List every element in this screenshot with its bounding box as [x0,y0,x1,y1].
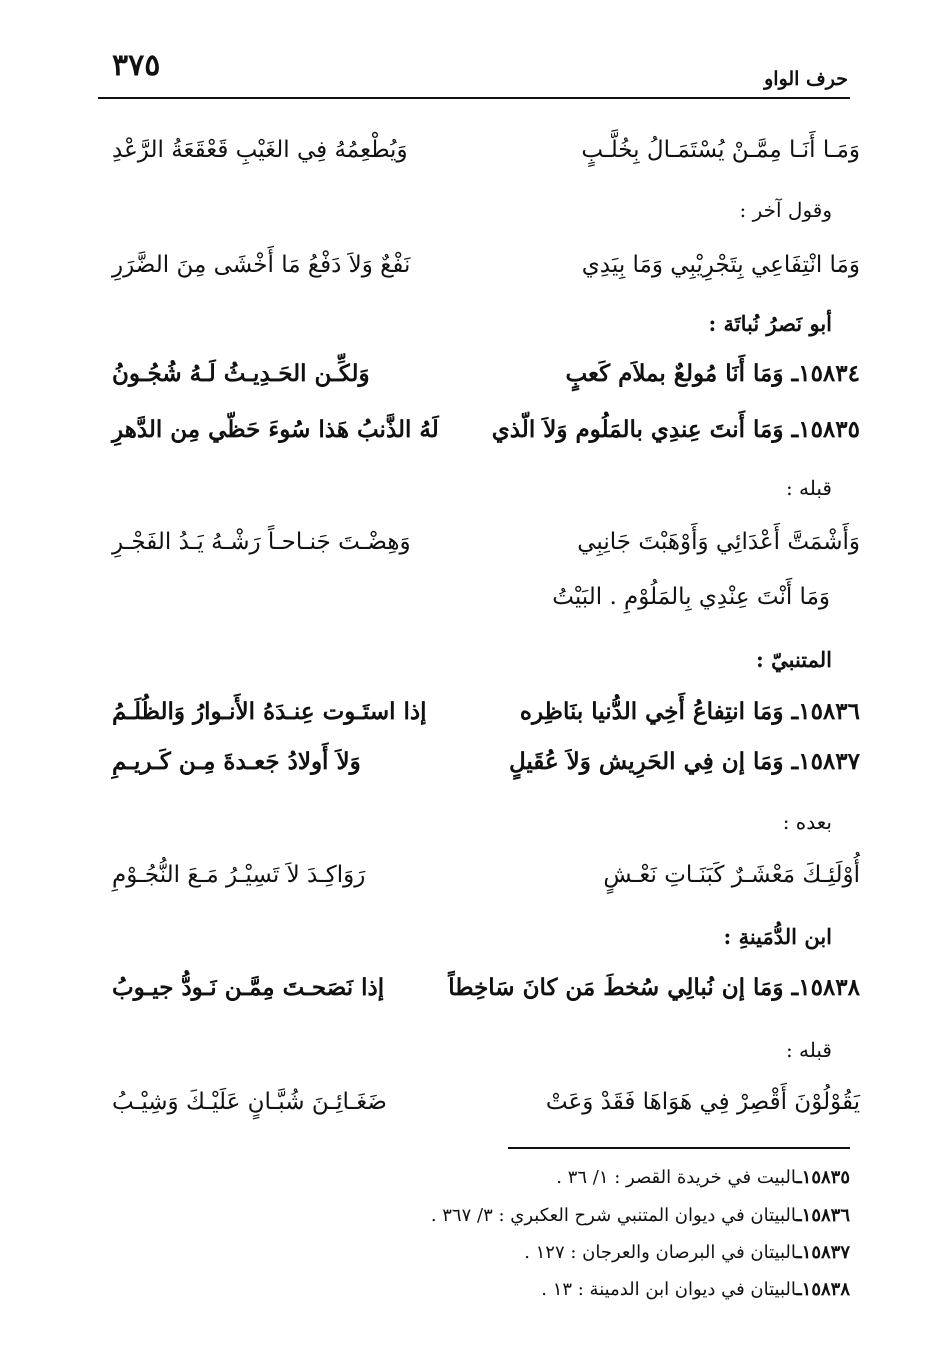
verse-second-hemistich: وَهِضْـتَ جَنـاحـاً رَشْـهُ يَـدُ الفَجْـرِ [112,529,411,555]
verse-line [112,352,860,396]
verse-first-hemistich: يَقُوْلُوْنَ أَقْصِرْ فِي هَوَاهَا فَقَدْ وَعَتْ [545,1089,860,1115]
verse-second-hemistich: وَلاَ أَولادُ جَعـدةَ مِـن كَـريـمِ [112,748,361,775]
footnote-number: ١٥٨٣٦ـ [796,1205,850,1226]
verse-second-hemistich: ضَغَـائِـنَ شُبَّـانٍ عَلَيْـكَ وَشِيْـبُ [112,1089,387,1115]
verse-second-hemistich: إذا استَـوت عِنـدَهُ الأَنـوارُ وَالظُلَـمُ [112,698,427,725]
verse-second-hemistich: نَفْعٌ وَلاَ دَفْعُ مَا أَخْشَى مِنَ الضَّرَرِ [112,252,411,278]
footnote-number: ١٥٨٣٥ـ [796,1167,850,1188]
verse-first-hemistich: وَمَا انْتِفَاعِي بِتَجْرِيْبِي وَمَا بِيَدِي [581,252,860,278]
verse-second-hemistich: وَلكِّـن الحَـدِيـثُ لَـهُ شُجُـونُ [112,360,370,387]
verse-first-hemistich: ١٥٨٣٥ـ وَمَا أَنتَ عِندِي بالمَلُوم وَلاَ الّذي [491,416,860,443]
footnote-text: البيتان في البرصان والعرجان : ١٢٧ . [524,1242,797,1263]
footnote [541,1279,850,1300]
poet-name: المتنبيّ : [756,647,832,672]
context-label: قبله : [785,476,832,500]
footnote-number: ١٥٨٣٧ـ [796,1242,850,1263]
footnote [556,1167,850,1188]
poet-name: أبو نَصرُ نُباتَة : [708,311,832,336]
verse-quotation: وَمَا أَنْتَ عِنْدِي بِالمَلُوْمِ . البَيْتُ [552,584,830,610]
verse-first-hemistich: ١٥٨٣٦ـ وَمَا انتِفاعُ أَخِي الدُّنيا بنَاظِره [519,698,860,725]
verse-line [112,408,860,452]
context-label: بعده : [782,810,832,834]
verse-line [112,1080,860,1124]
context-label: قبله : [785,1038,832,1062]
footnote-number: ١٥٨٣٨ـ [796,1279,850,1300]
verse-line [112,966,860,1010]
footnote-rule [508,1147,850,1149]
footnote-text: البيتان في ديوان ابن الدمينة : ١٣ . [541,1279,797,1300]
verse-first-hemistich: ١٥٨٣٤ـ وَمَا أَنَا مُولعٌ بملاَم كَعبٍ [565,360,860,387]
verse-line [112,128,860,172]
verse-line [112,690,860,734]
verse-second-hemistich: إذا نَصَحـتَ مِمَّـن نَـودُّ جيـوبُ [112,974,385,1001]
verse-first-hemistich: ١٥٨٣٧ـ وَمَا إن فِي الحَرِيش وَلاَ عُقَيلٍ [508,748,860,775]
footnote-text: البيت في خريدة القصر : ١/ ٣٦ . [556,1167,797,1188]
verse-line [112,853,860,897]
verse-line [112,520,860,564]
page-number: ٣٧٥ [112,48,161,83]
verse-first-hemistich: أُوْلَئِـكَ مَعْشَـرٌ كَبَنَـاتِ نَعْـشٍ [603,862,860,888]
verse-line [112,740,860,784]
running-title: حرف الواو [764,68,848,90]
verse-first-hemistich: وَأَشْمَتَّ أَعْدَائِي وَأَوْهَبْتَ جَانِبِي [577,529,860,555]
verse-line [112,243,860,287]
verse-second-hemistich: وَيُطْعِمُهُ فِي الغَيْبِ قَعْقَعَةُ الرَّعْدِ [112,137,408,163]
verse-second-hemistich: لَهُ الذَّنبُ هَذا سُوءَ حَظّي مِن الدَّهرِ [112,416,439,443]
attribution-label: وقول آخر : [739,198,832,222]
header-rule [98,97,850,99]
footnote [524,1242,850,1263]
poet-name: ابن الدُّمَينةِ : [723,924,832,949]
footnote [431,1205,850,1226]
verse-first-hemistich: ١٥٨٣٨ـ وَمَا إن نُبالِي سُخطَ مَن كانَ سَاخِطاً [448,974,860,1001]
verse-second-hemistich: رَوَاكِـدَ لاَ تَسِيْـرُ مَـعَ النُّجُـوْمِ [112,862,366,888]
verse-first-hemistich: وَمَـا أَنَـا مِمَّـنْ يُسْتَمَـالُ بِخُلَّـبٍ [581,137,860,163]
footnote-text: البيتان في ديوان المتنبي شرح العكبري : ٣/ ٣٦٧ . [430,1205,797,1226]
